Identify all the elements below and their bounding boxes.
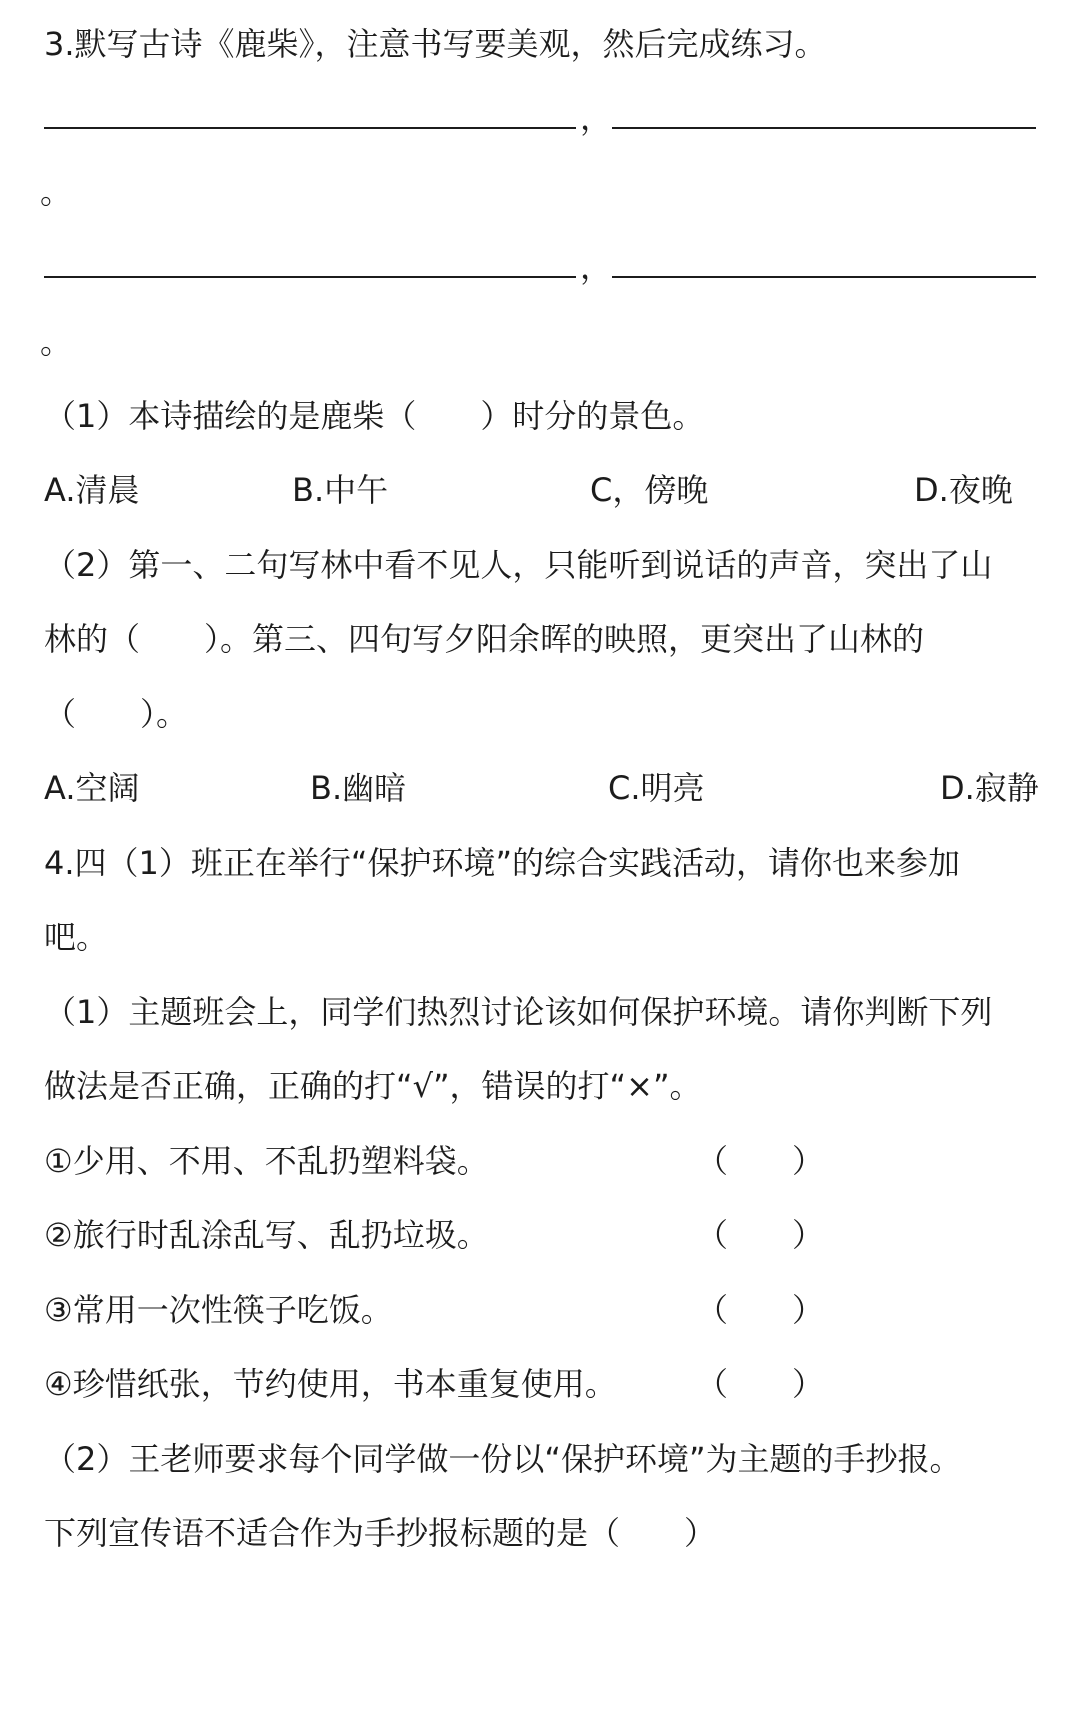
q4-item-1: ①少用、不用、不乱扔塑料袋。 [44, 1142, 489, 1180]
q4-item-2-answer-paren[interactable]: （ ） [696, 1216, 825, 1254]
poem-blank-line-1a[interactable] [44, 127, 576, 129]
q3-sub1-option-d[interactable]: D.夜晚 [914, 471, 1013, 509]
q3-prompt: 3.默写古诗《鹿柴》，注意书写要美观，然后完成练习。 [44, 25, 827, 63]
q4-item-2: ②旅行时乱涂乱写、乱扔垃圾。 [44, 1216, 489, 1254]
q4-item-1-answer-paren[interactable]: （ ） [696, 1142, 825, 1180]
poem-period-2: 。 [40, 323, 73, 361]
poem-comma-1: ， [580, 99, 613, 137]
poem-blank-line-2b[interactable] [612, 276, 1036, 278]
q4-item-3: ③常用一次性筷子吃饭。 [44, 1291, 393, 1329]
q4-prompt-line1: 4.四（1）班正在举行“保护环境”的综合实践活动，请你也来参加 [44, 844, 961, 882]
q4-item-3-answer-paren[interactable]: （ ） [696, 1291, 825, 1329]
q3-sub2-line2: 林的（ ）。第三、四句写夕阳余晖的映照，更突出了山林的 [44, 620, 925, 658]
q4-item-4-answer-paren[interactable]: （ ） [696, 1365, 825, 1403]
q3-sub1-option-a[interactable]: A.清晨 [44, 471, 140, 509]
q3-sub2-option-b[interactable]: B.幽暗 [310, 769, 407, 807]
q3-sub1-option-b[interactable]: B.中午 [292, 471, 389, 509]
q4-item-4: ④珍惜纸张，节约使用，书本重复使用。 [44, 1365, 617, 1403]
poem-period-1: 。 [40, 173, 73, 211]
poem-blank-line-1b[interactable] [612, 127, 1036, 129]
q4-sub2-line1: （2）王老师要求每个同学做一份以“保护环境”为主题的手抄报。 [44, 1440, 962, 1478]
q3-sub1-option-c[interactable]: C，傍晚 [590, 471, 709, 509]
poem-blank-line-2a[interactable] [44, 276, 576, 278]
q4-sub1-line1: （1）主题班会上，同学们热烈讨论该如何保护环境。请你判断下列 [44, 993, 993, 1031]
q3-sub2-option-c[interactable]: C.明亮 [608, 769, 705, 807]
q3-sub2-option-d[interactable]: D.寂静 [940, 769, 1039, 807]
q3-sub2-option-a[interactable]: A.空阔 [44, 769, 140, 807]
q3-sub2-line3: （ ）。 [44, 695, 189, 733]
q4-sub1-line2: 做法是否正确，正确的打“√”，错误的打“×”。 [44, 1067, 702, 1105]
q4-prompt-line2: 吧。 [44, 918, 109, 956]
q4-sub2-line2: 下列宣传语不适合作为手抄报标题的是（ ） [44, 1514, 717, 1552]
q3-sub1-question: （1）本诗描绘的是鹿柴（ ）时分的景色。 [44, 397, 705, 435]
poem-comma-2: ， [580, 248, 613, 286]
q3-sub2-line1: （2）第一、二句写林中看不见人，只能听到说话的声音，突出了山 [44, 546, 993, 584]
